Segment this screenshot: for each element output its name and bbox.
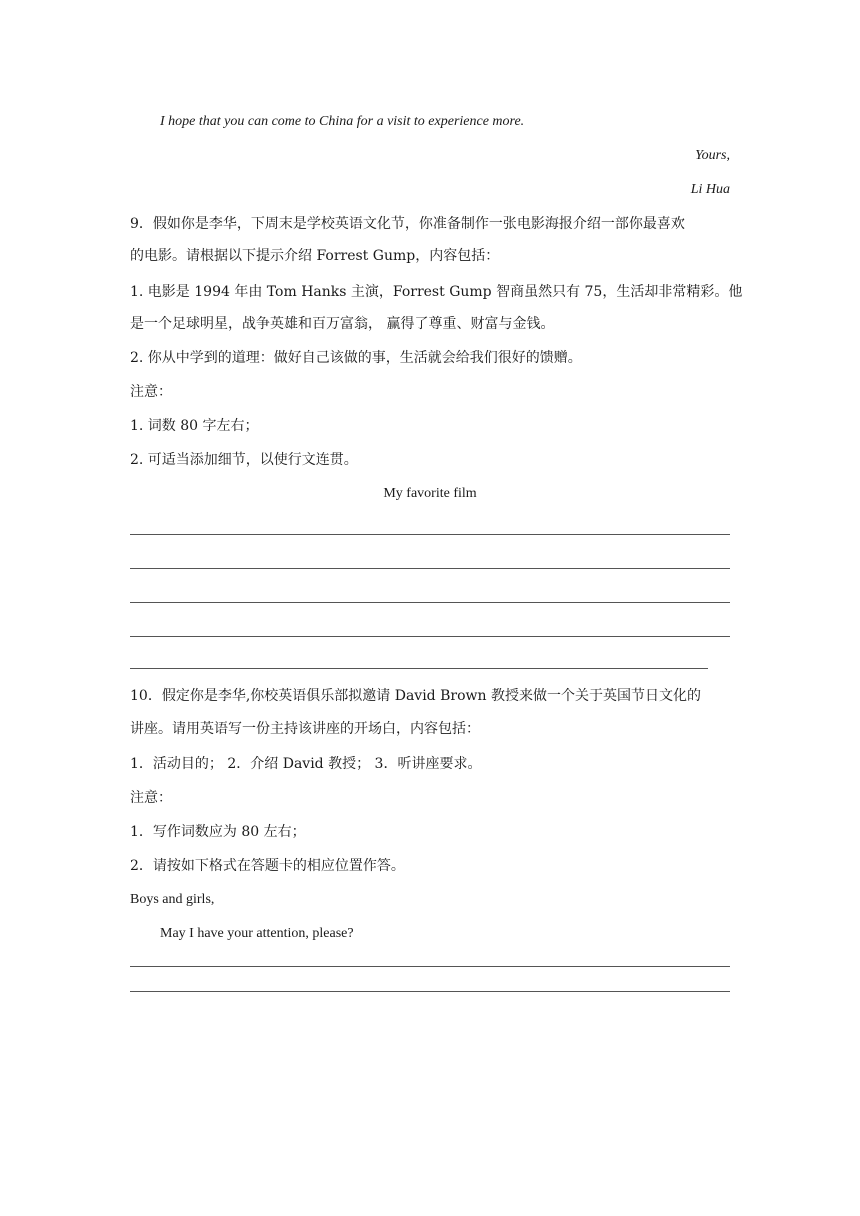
task10-prompt-line2: 讲座。请用英语写一份主持该讲座的开场白，内容包括： [130,721,480,737]
answer-line [130,602,730,603]
task10-note1: 1．写作词数应为 80 左右； [130,824,306,840]
task9-prompt-line2: 的电影。请根据以下提示介绍 Forrest Gump，内容包括： [130,248,500,264]
task10-points: 1．活动目的； 2．介绍 David 教授； 3．听讲座要求。 [130,756,482,772]
task9-note1: 1. 词数 80 字左右； [130,418,259,434]
answer-line [130,568,730,569]
answer-line [130,636,730,637]
task9-point2: 2. 你从中学到的道理：做好自己该做的事，生活就会给我们很好的馈赠。 [130,350,582,366]
task9-note2: 2. 可适当添加细节，以使行文连贯。 [130,452,358,468]
task9-notes-heading: 注意： [130,384,172,400]
answer-line [130,534,730,535]
answer-line [130,668,708,669]
task10-prompt-line1: 10．假定你是李华,你校英语俱乐部拟邀请 David Brown 教授来做一个关于英国节日文化的 [130,688,701,704]
task10-notes-heading: 注意： [130,790,172,806]
task10-note2: 2．请按如下格式在答题卡的相应位置作答。 [130,858,405,874]
answer-line [130,991,730,992]
letter-closing-sentence: I hope that you can come to China for a visit to experience more. [160,114,525,129]
task9-essay-title: My favorite film [383,486,477,501]
answer-line [130,966,730,967]
task9-point1-line1: 1. 电影是 1994 年由 Tom Hanks 主演，Forrest Gump 智商虽然只有 75，生活却非常精彩。他 [130,284,743,300]
letter-signature: Li Hua [690,182,730,197]
task9-point1-line2: 是一个足球明星，战争英雄和百万富翁， 赢得了尊重、财富与金钱。 [130,316,555,332]
task10-opening: May I have your attention, please? [160,926,354,941]
letter-sign-off: Yours, [695,148,730,163]
task9-prompt-line1: 9．假如你是李华，下周末是学校英语文化节，你准备制作一张电影海报介绍一部你最喜欢 [130,216,685,232]
task10-greeting: Boys and girls, [130,892,215,907]
